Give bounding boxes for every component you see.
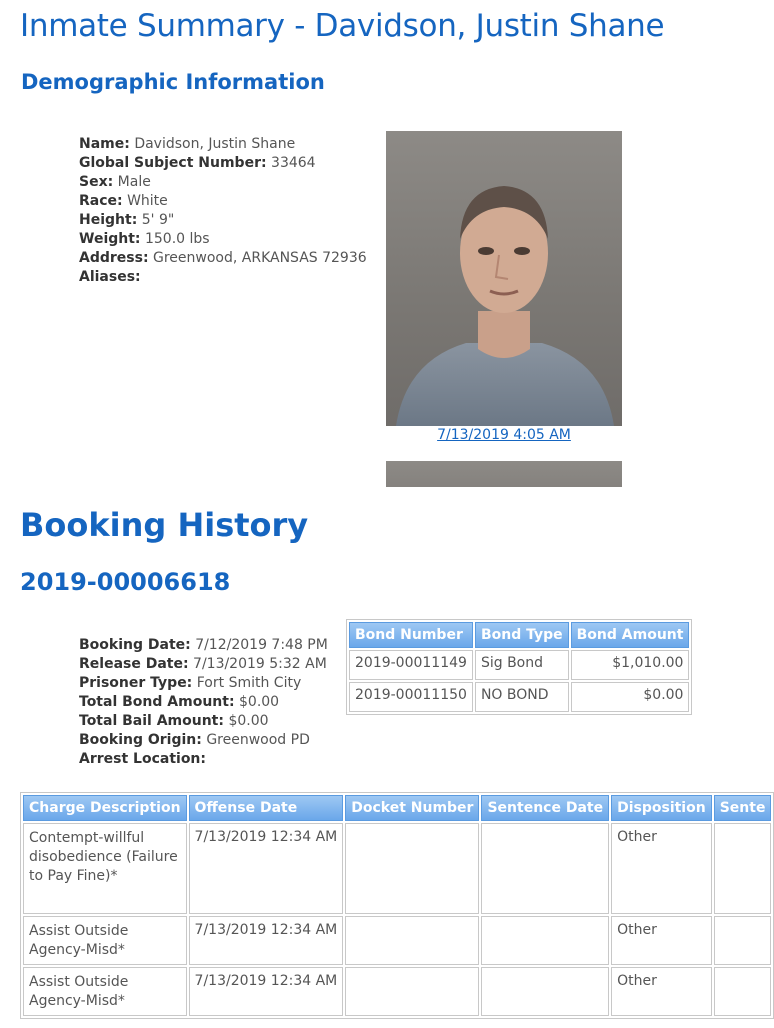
bond-number-cell: 2019-00011149	[349, 650, 473, 680]
total-bail-amount-row	[79, 712, 328, 731]
table-row	[349, 650, 689, 680]
field-label: Address:	[79, 250, 149, 266]
offense-date-cell: 7/13/2019 12:34 AM	[189, 967, 344, 1016]
field-value: $0.00	[239, 694, 280, 710]
booking-origin-row	[79, 731, 328, 750]
field-value: 5' 9"	[141, 212, 175, 228]
disposition-cell: Other	[611, 916, 712, 965]
field-value: Male	[117, 174, 151, 190]
field-value: Greenwood PD	[206, 732, 310, 748]
charge-description-cell: Contempt-willful disobedience (Failure to Pay Fine)*	[23, 823, 187, 914]
column-header[interactable]: Charge Description	[23, 795, 187, 821]
column-header[interactable]: Offense Date	[189, 795, 344, 821]
sentence-date-cell	[481, 823, 609, 914]
field-label: Weight:	[79, 231, 141, 247]
field-label: Release Date:	[79, 656, 189, 672]
docket-number-cell	[345, 823, 479, 914]
table-header-row	[23, 795, 771, 821]
field-value: 150.0 lbs	[144, 231, 210, 247]
table-row	[349, 682, 689, 712]
bond-table	[346, 619, 692, 715]
docket-number-cell	[345, 967, 479, 1016]
field-value: White	[127, 193, 168, 209]
column-header[interactable]: Docket Number	[345, 795, 479, 821]
disposition-cell: Other	[611, 967, 712, 1016]
field-value: $0.00	[228, 713, 269, 729]
table-header-row	[349, 622, 689, 648]
sex-row	[79, 173, 367, 192]
column-header[interactable]: Bond Amount	[571, 622, 690, 648]
person-photo-icon	[386, 131, 622, 426]
field-label: Booking Date:	[79, 637, 191, 653]
charge-description-cell: Assist Outside Agency-Misd*	[23, 967, 187, 1016]
field-label: Race:	[79, 193, 123, 209]
global-subject-number-row	[79, 154, 367, 173]
address-row	[79, 249, 367, 268]
field-value: Greenwood, ARKANSAS 72936	[153, 250, 367, 266]
booking-number-heading: 2019-00006618	[20, 568, 231, 596]
field-value: Davidson, Justin Shane	[134, 136, 296, 152]
arrest-location-row	[79, 750, 328, 769]
field-label: Aliases:	[79, 269, 141, 285]
column-header[interactable]: Disposition	[611, 795, 712, 821]
field-value: 7/12/2019 7:48 PM	[195, 637, 328, 653]
bond-type-cell: Sig Bond	[475, 650, 569, 680]
offense-date-cell: 7/13/2019 12:34 AM	[189, 916, 344, 965]
field-label: Total Bond Amount:	[79, 694, 235, 710]
table-row	[23, 967, 771, 1016]
booking-date-row	[79, 636, 328, 655]
field-label: Global Subject Number:	[79, 155, 267, 171]
column-header[interactable]: Bond Type	[475, 622, 569, 648]
height-row	[79, 211, 367, 230]
bond-amount-cell: $0.00	[571, 682, 690, 712]
second-mugshot-photo[interactable]	[386, 461, 622, 487]
disposition-cell: Other	[611, 823, 712, 914]
field-label: Prisoner Type:	[79, 675, 193, 691]
booking-history-heading: Booking History	[20, 506, 309, 544]
offense-date-cell: 7/13/2019 12:34 AM	[189, 823, 344, 914]
bond-number-cell: 2019-00011150	[349, 682, 473, 712]
photo-date-link[interactable]: 7/13/2019 4:05 AM	[437, 427, 571, 443]
booking-info	[79, 636, 328, 769]
release-date-row	[79, 655, 328, 674]
table-row	[23, 916, 771, 965]
mugshot-photo[interactable]	[386, 131, 622, 426]
sentence-date-cell	[481, 967, 609, 1016]
aliases-row	[79, 268, 367, 287]
demographic-info	[79, 135, 367, 287]
sentence-cell	[714, 823, 772, 914]
column-header[interactable]: Sente	[714, 795, 772, 821]
field-label: Total Bail Amount:	[79, 713, 224, 729]
field-value: 7/13/2019 5:32 AM	[193, 656, 327, 672]
docket-number-cell	[345, 916, 479, 965]
field-label: Name:	[79, 136, 130, 152]
sentence-cell	[714, 967, 772, 1016]
field-label: Booking Origin:	[79, 732, 202, 748]
race-row	[79, 192, 367, 211]
table-row	[23, 823, 771, 914]
page-title: Inmate Summary - Davidson, Justin Shane	[20, 8, 665, 44]
field-label: Arrest Location:	[79, 751, 206, 767]
column-header[interactable]: Bond Number	[349, 622, 473, 648]
charge-description-cell: Assist Outside Agency-Misd*	[23, 916, 187, 965]
charges-table	[20, 792, 774, 1019]
demographic-heading: Demographic Information	[21, 70, 325, 94]
column-header[interactable]: Sentence Date	[481, 795, 609, 821]
field-value: Fort Smith City	[196, 675, 302, 691]
sentence-cell	[714, 916, 772, 965]
weight-row	[79, 230, 367, 249]
bond-type-cell: NO BOND	[475, 682, 569, 712]
name-row	[79, 135, 367, 154]
prisoner-type-row	[79, 674, 328, 693]
bond-amount-cell: $1,010.00	[571, 650, 690, 680]
field-label: Height:	[79, 212, 138, 228]
total-bond-amount-row	[79, 693, 328, 712]
field-label: Sex:	[79, 174, 114, 190]
field-value: 33464	[271, 155, 316, 171]
sentence-date-cell	[481, 916, 609, 965]
